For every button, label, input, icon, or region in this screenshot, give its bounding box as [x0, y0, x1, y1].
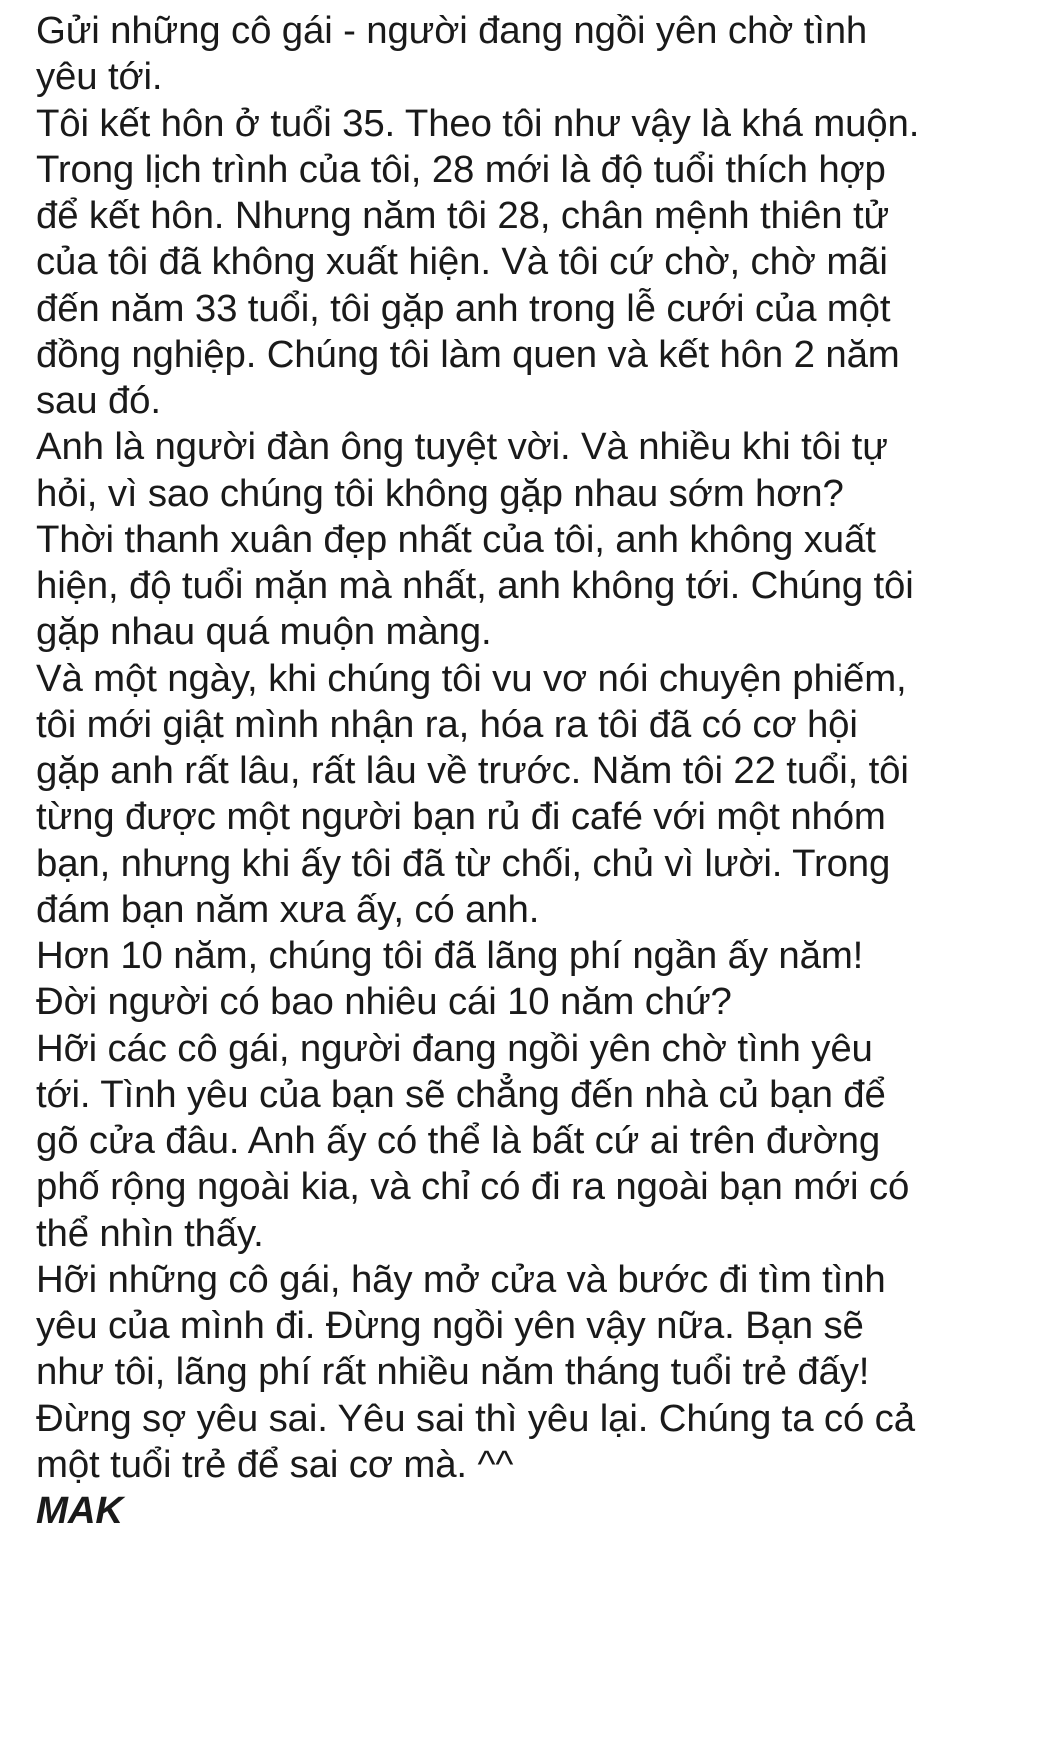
post-line: yêu của mình đi. Đừng ngồi yên vậy nữa. Bạn sẽ [36, 1304, 864, 1347]
post-line: Đời người có bao nhiêu cái 10 năm chứ? [36, 980, 732, 1024]
post-body [36, 8, 1036, 1534]
post-line: sau đó. [36, 379, 161, 422]
post-line: để kết hôn. Nhưng năm tôi 28, chân mệnh thiên tử [36, 194, 890, 237]
post-line: tôi mới giật mình nhận ra, hóa ra tôi đã có cơ hội [36, 702, 858, 746]
post-line: Trong lịch trình của tôi, 28 mới là độ tuổi thích hợp [36, 147, 886, 191]
post-line: Hơn 10 năm, chúng tôi đã lãng phí ngần ấy năm! [36, 934, 864, 977]
post-line: Thời thanh xuân đẹp nhất của tôi, anh không xuất [36, 517, 876, 561]
author-signature: MAK [36, 1489, 123, 1532]
post-line: Hỡi những cô gái, hãy mở cửa và bước đi tìm tình [36, 1257, 886, 1301]
post-line: Đừng sợ yêu sai. Yêu sai thì yêu lại. Chúng ta có cả [36, 1396, 915, 1440]
post-line: đám bạn năm xưa ấy, có anh. [36, 887, 540, 931]
post-line: tới. Tình yêu của bạn sẽ chẳng đến nhà củ bạn để [36, 1072, 886, 1116]
post-line: gặp nhau quá muộn màng. [36, 610, 492, 654]
post-line: thể nhìn thấy. [36, 1211, 264, 1255]
post-line: đồng nghiệp. Chúng tôi làm quen và kết hôn 2 năm [36, 332, 900, 376]
post-line: một tuổi trẻ để sai cơ mà. ^^ [36, 1442, 514, 1486]
post-line: đến năm 33 tuổi, tôi gặp anh trong lễ cưới của một [36, 286, 891, 330]
post-line: Gửi những cô gái - người đang ngồi yên chờ tình [36, 9, 868, 52]
post-line: hỏi, vì sao chúng tôi không gặp nhau sớm hơn? [36, 471, 844, 515]
post-line: Tôi kết hôn ở tuổi 35. Theo tôi như vậy là khá muộn. [36, 101, 920, 145]
post-line: như tôi, lãng phí rất nhiều năm tháng tuổi trẻ đấy! [36, 1350, 870, 1394]
post-line: Anh là người đàn ông tuyệt vời. Và nhiều khi tôi tự [36, 425, 888, 469]
post-line: của tôi đã không xuất hiện. Và tôi cứ chờ, chờ mãi [36, 240, 888, 284]
post-line: Và một ngày, khi chúng tôi vu vơ nói chuyện phiếm, [36, 656, 907, 700]
post-line: phố rộng ngoài kia, và chỉ có đi ra ngoài bạn mới có [36, 1165, 910, 1209]
post-line: bạn, nhưng khi ấy tôi đã từ chối, chủ vì lười. Trong [36, 841, 891, 885]
post-line: gõ cửa đâu. Anh ấy có thể là bất cứ ai trên đường [36, 1119, 881, 1162]
post-line: Hỡi các cô gái, người đang ngồi yên chờ tình yêu [36, 1026, 873, 1070]
post-line: từng được một người bạn rủ đi café với một nhóm [36, 795, 886, 839]
post-line: hiện, độ tuổi mặn mà nhất, anh không tới. Chúng tôi [36, 564, 914, 607]
post-line: yêu tới. [36, 55, 163, 99]
post-line: gặp anh rất lâu, rất lâu về trước. Năm tôi 22 tuổi, tôi [36, 749, 909, 792]
